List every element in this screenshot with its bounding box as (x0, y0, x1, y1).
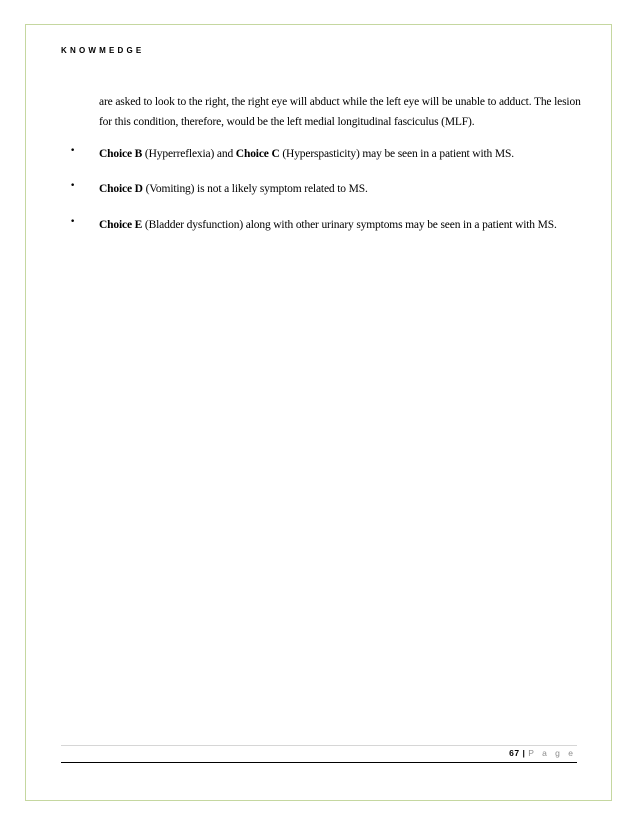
choice-text: (Bladder dysfunction) along with other urinary symptoms may be seen in a patient with MS. (142, 218, 557, 231)
choice-label: Choice E (99, 218, 143, 231)
list-item (61, 215, 581, 235)
page-footer (509, 748, 576, 758)
choice-label: Choice D (99, 183, 143, 196)
choice-label: Choice C (235, 148, 280, 161)
header-title: KNOWMEDGE (61, 46, 145, 55)
choice-label: Choice B (99, 148, 143, 161)
bullet-icon: • (70, 146, 76, 157)
list-item (61, 179, 581, 199)
footer-divider (61, 745, 577, 746)
choice-text: (Hyperreflexia) and (142, 148, 236, 161)
choices-list (61, 144, 581, 234)
continuation-paragraph: are asked to look to the right, the right eye will abduct while the left eye will be unable to adduct. The lesion for this condition, therefore, would be the left medial longitudinal fasciculus (MLF). (99, 96, 581, 129)
footer-separator: | (522, 748, 526, 758)
bullet-icon: • (70, 216, 76, 227)
list-item (61, 144, 581, 164)
page-number: 67 (509, 748, 520, 758)
page-content (61, 92, 581, 250)
choice-text: (Vomiting) is not a likely symptom related to MS. (142, 183, 368, 196)
footer-bottom-divider (61, 762, 577, 763)
page-word: P a g e (528, 748, 576, 758)
choice-text: (Hyperspasticity) may be seen in a patient with MS. (279, 148, 514, 161)
bullet-icon: • (70, 181, 76, 192)
